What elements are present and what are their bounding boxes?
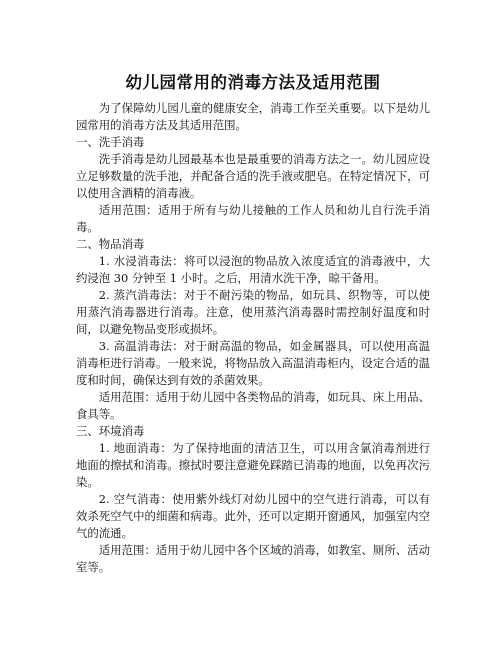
paragraph-floor-disinfection: 1. 地面消毒：为了保持地面的清洁卫生，可以用含氯消毒剂进行地面的擦拭和消毒。擦拭时要注意避免踩踏已消毒的地面，以免再次污染。 bbox=[76, 441, 430, 489]
paragraph-soaking-method: 1. 水浸消毒法：将可以浸泡的物品放入浓度适宜的消毒液中，大约浸泡 30 分钟至 1 小时。之后，用清水洗干净，晾干备用。 bbox=[76, 254, 430, 285]
section-heading-environment-disinfection: 三、环境消毒 bbox=[76, 424, 145, 438]
scope-environment-disinfection: 适用范围：适用于幼儿园中各个区域的消毒，如教室、厕所、活动室等。 bbox=[76, 543, 430, 574]
paragraph-steam-method: 2. 蒸汽消毒法：对于不耐污染的物品，如玩具、织物等，可以使用蒸汽消毒器进行消毒。注意，使用蒸汽消毒器时需控制好温度和时间，以避免物品变形或损坏。 bbox=[76, 288, 430, 336]
scope-hand-washing: 适用范围：适用于所有与幼儿接触的工作人员和幼儿自行洗手消毒。 bbox=[76, 203, 430, 234]
paragraph-high-temperature-method: 3. 高温消毒法：对于耐高温的物品，如金属器具，可以使用高温消毒柜进行消毒。一般来说，将物品放入高温消毒柜内，设定合适的温度和时间，确保达到有效的杀菌效果。 bbox=[76, 339, 430, 387]
paragraph-hand-washing: 洗手消毒是幼儿园最基本也是最重要的消毒方法之一。幼儿园应设立足够数量的洗手池，并配备合适的洗手液或肥皂。在特定情况下，可以使用含酒精的消毒液。 bbox=[76, 152, 430, 200]
document-title: 幼儿园常用的消毒方法及适用范围 bbox=[125, 73, 381, 92]
intro-paragraph: 为了保障幼儿园儿童的健康安全，消毒工作至关重要。以下是幼儿园常用的消毒方法及其适用范围。 bbox=[76, 101, 430, 132]
section-heading-item-disinfection: 二、物品消毒 bbox=[76, 237, 145, 251]
section-heading-hand-washing: 一、洗手消毒 bbox=[76, 135, 145, 149]
scope-item-disinfection: 适用范围：适用于幼儿园中各类物品的消毒，如玩具、床上用品、食具等。 bbox=[76, 390, 430, 421]
document-page bbox=[76, 72, 430, 576]
paragraph-air-disinfection: 2. 空气消毒：使用紫外线灯对幼儿园中的空气进行消毒，可以有效杀死空气中的细菌和病毒。此外，还可以定期开窗通风，加强室内空气的流通。 bbox=[76, 492, 430, 540]
